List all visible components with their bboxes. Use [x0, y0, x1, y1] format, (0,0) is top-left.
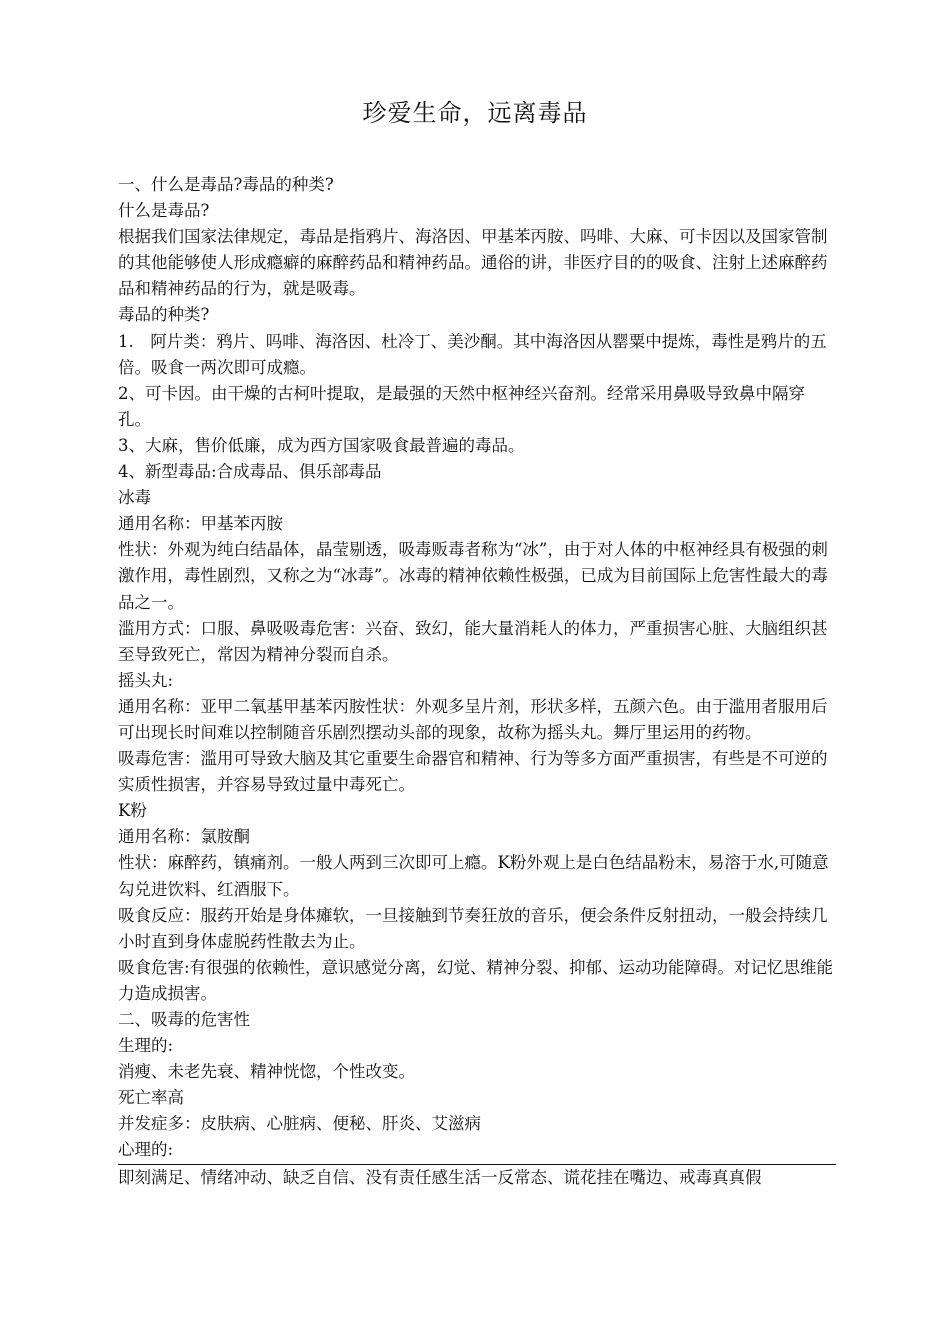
- paragraph: 通用名称：甲基苯丙胺: [118, 514, 283, 534]
- subheading: 毒品的种类?: [118, 305, 210, 325]
- paragraph: 消瘦、未老先衰、精神恍惚，个性改变。: [118, 1062, 415, 1082]
- document-title: 珍爱生命，远离毒品: [362, 99, 588, 127]
- subheading: K粉: [118, 801, 147, 821]
- subheading: 生理的:: [118, 1036, 174, 1056]
- subheading: 摇头丸:: [118, 670, 174, 690]
- paragraph: 根据我们国家法律规定，毒品是指鸦片、海洛因、甲基苯丙胺、吗啡、大麻、可卡因以及国家管制的其他能够使人形成瘾癖的麻醉药品和精神药品。通俗的讲，非医疗目的的吸食、注射上述麻醉药品和精神药品的行为，就是吸毒。: [118, 227, 828, 299]
- section-heading: 二、吸毒的危害性: [118, 1010, 250, 1029]
- paragraph: 性状：麻醉药，镇痛剂。一般人两到三次即可上瘾。K粉外观上是白色结晶粉末，易溶于水,可随意勾兑进饮料、红酒服下。: [118, 853, 829, 899]
- paragraph: 吸食危害:有很强的依赖性，意识感觉分离，幻觉、精神分裂、抑郁、运动功能障碍。对记忆思维能力造成损害。: [118, 957, 834, 1003]
- paragraph: 死亡率高: [118, 1088, 184, 1108]
- paragraph: 吸食反应：服药开始是身体瘫软，一旦接触到节奏狂放的音乐，便会条件反射扭动，一般会持续几小时直到身体虚脱药性散去为止。: [118, 905, 828, 951]
- subheading: 什么是毒品?: [118, 201, 210, 221]
- section-heading: 一、什么是毒品?毒品的种类?: [118, 175, 334, 194]
- list-item: 3、大麻，售价低廉，成为西方国家吸食最普遍的毒品。: [118, 435, 525, 455]
- list-item: 4、新型毒品:合成毒品、俱乐部毒品: [118, 462, 382, 482]
- paragraph: 并发症多：皮肤病、心脏病、便秘、肝炎、艾滋病: [118, 1114, 481, 1134]
- document-body: [118, 172, 836, 1191]
- paragraph: 性状：外观为纯白结晶体，晶莹剔透，吸毒贩毒者称为“冰”，由于对人体的中枢神经具有极强的刺激作用，毒性剧烈，又称之为“冰毒”。冰毒的精神依赖性极强，已成为目前国际上危害性最大的毒品之一。: [118, 540, 828, 612]
- paragraph: 通用名称：亚甲二氧基甲基苯丙胺性状：外观多呈片剂，形状多样，五颜六色。由于滥用者服用后可出现长时间难以控制随音乐剧烈摆动头部的现象，故称为摇头丸。舞厅里运用的药物。: [118, 696, 828, 742]
- list-item: 2、可卡因。由干燥的古柯叶提取，是最强的天然中枢神经兴奋剂。经常采用鼻吸导致鼻中隔穿孔。: [118, 383, 805, 429]
- paragraph: 吸毒危害：滥用可导致大脑及其它重要生命器官和精神、行为等多方面严重损害，有些是不可逆的实质性损害，并容易导致过量中毒死亡。: [118, 749, 828, 795]
- paragraph: 通用名称：氯胺酮: [118, 827, 250, 847]
- paragraph: 滥用方式：口服、鼻吸吸毒危害：兴奋、致幻，能大量消耗人的体力，严重损害心脏、大脑组织甚至导致死亡，常因为精神分裂而自杀。: [118, 618, 828, 664]
- subheading: 冰毒: [118, 488, 151, 508]
- paragraph: 即刻满足、情绪冲动、缺乏自信、没有责任感生活一反常态、谎花挂在嘴边、戒毒真真假: [118, 1167, 762, 1187]
- subheading: 心理的:: [118, 1137, 836, 1164]
- list-item: 1. 阿片类：鸦片、吗啡、海洛因、杜冷丁、美沙酮。其中海洛因从罂粟中提炼，毒性是鸦片的五倍。吸食一两次即可成瘾。: [118, 331, 827, 377]
